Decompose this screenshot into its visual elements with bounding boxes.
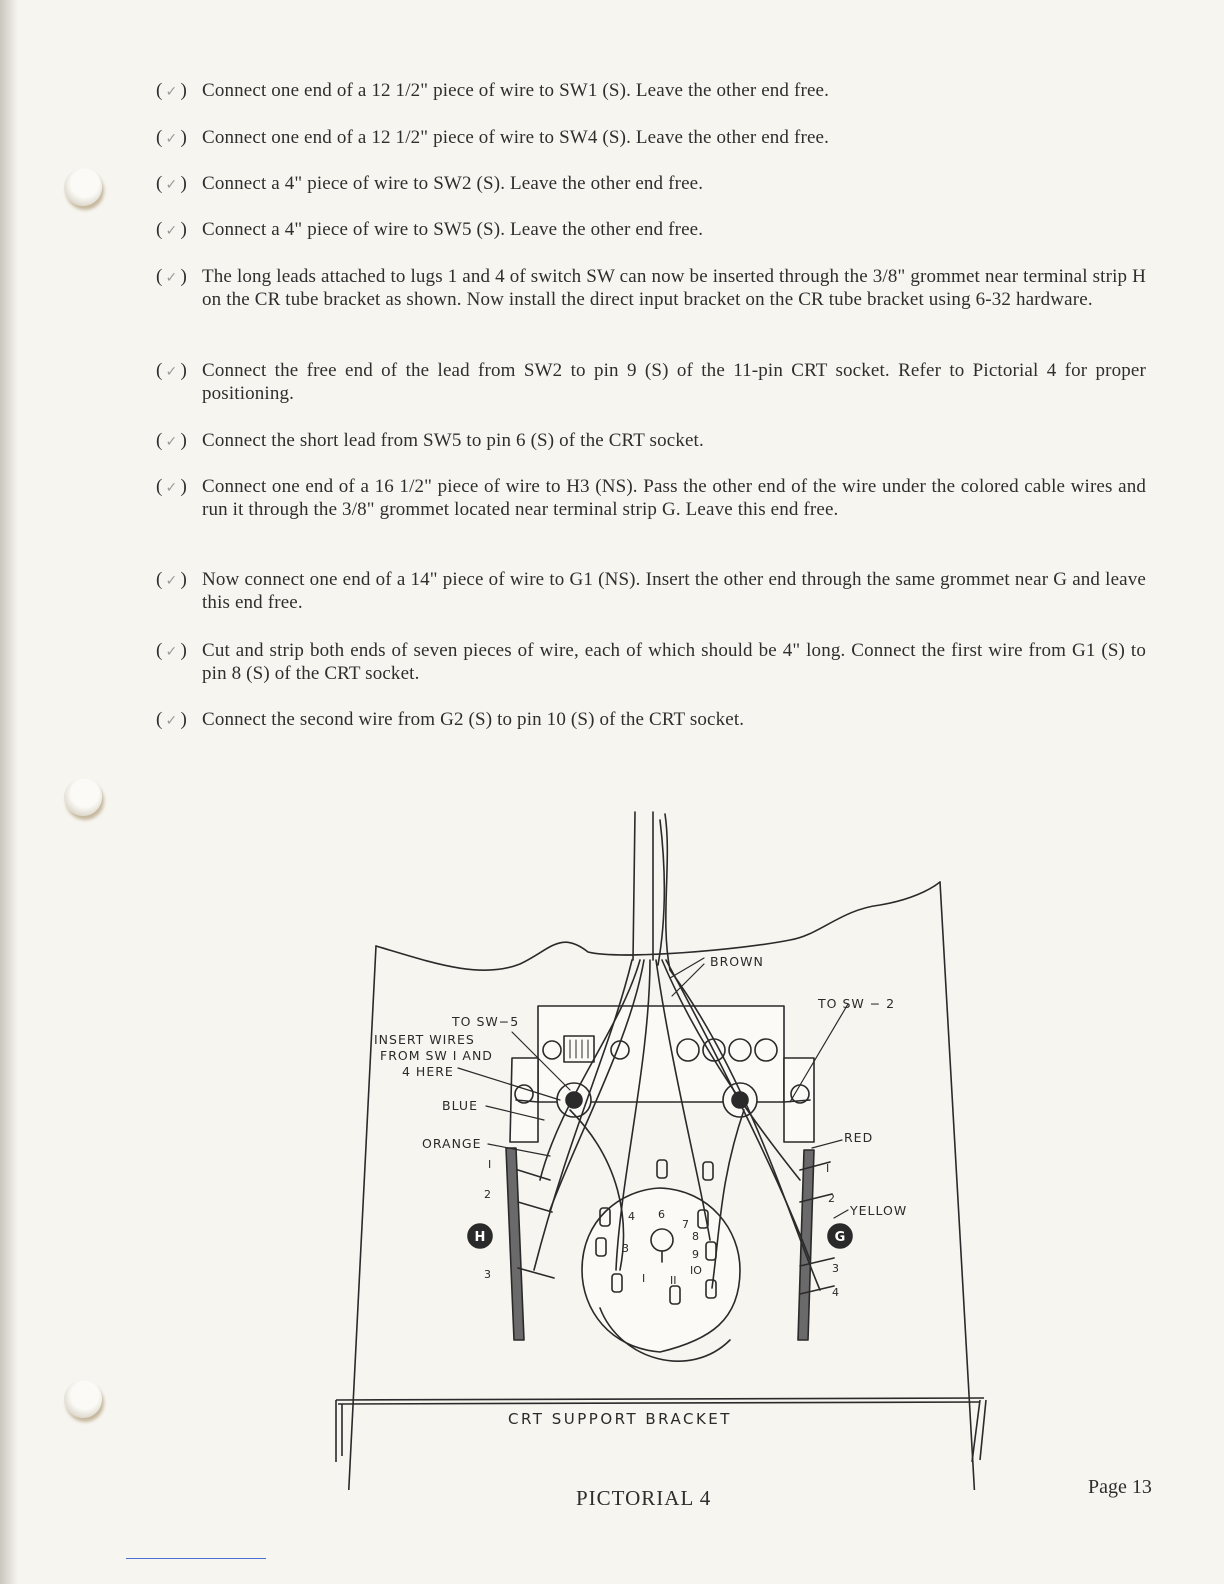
strip-g-lug-4: 4 <box>832 1286 839 1299</box>
strip-h-lug-3: 3 <box>484 1268 491 1281</box>
socket-pin-10: IO <box>690 1264 702 1277</box>
step-text: The long leads attached to lugs 1 and 4 of switch SW can now be inserted through the 3/8" grommet near terminal strip H on the CR tube bracket as shown. Now install the direct input bracket on the CR tube bracket using 6-32 hardware. <box>202 266 1146 310</box>
strip-h-lug-1: I <box>488 1158 492 1171</box>
step-3 <box>156 173 1146 196</box>
checkbox: ( ✓ ) <box>156 709 202 733</box>
label-strip-h: H <box>474 1230 486 1245</box>
check-mark-icon: ✓ <box>165 131 178 147</box>
label-blue: BLUE <box>442 1098 478 1113</box>
to-sw2-leader <box>790 1004 848 1102</box>
cutaway-edge <box>376 882 940 970</box>
label-crt-support-bracket: CRT SUPPORT BRACKET <box>508 1410 732 1428</box>
checkbox: ( ✓ ) <box>156 173 202 197</box>
step-5 <box>156 266 1146 311</box>
page-number: Page 13 <box>1088 1476 1152 1498</box>
step-4 <box>156 219 1146 242</box>
socket-pin-9: 9 <box>692 1248 699 1261</box>
socket-pin-11: II <box>670 1274 677 1287</box>
socket-pin-7: 7 <box>682 1218 689 1231</box>
check-mark-icon: ✓ <box>165 480 178 496</box>
step-11 <box>156 709 1146 732</box>
step-text: Now connect one end of a 14" piece of wire to G1 (NS). Insert the other end through the same grommet near G and leave this end free. <box>202 569 1146 613</box>
label-insert-wires-line2: FROM SW I AND <box>380 1048 493 1063</box>
step-text: Connect one end of a 12 1/2" piece of wire to SW1 (S). Leave the other end free. <box>202 80 830 101</box>
label-brown: BROWN <box>710 954 764 969</box>
checkbox: ( ✓ ) <box>156 569 202 593</box>
strip-g-lug-1: I <box>826 1162 830 1175</box>
step-text: Cut and strip both ends of seven pieces of wire, each of which should be 4" long. Connect the first wire from G1 (S) to pin 8 (S) of the CRT socket. <box>202 640 1146 684</box>
red-leader <box>812 1140 842 1148</box>
step-text: Connect a 4" piece of wire to SW5 (S). Leave the other end free. <box>202 219 704 240</box>
label-red: RED <box>844 1130 874 1145</box>
check-mark-icon: ✓ <box>165 573 178 589</box>
check-mark-icon: ✓ <box>165 270 178 286</box>
checkbox: ( ✓ ) <box>156 266 202 290</box>
step-text: Connect the second wire from G2 (S) to pin 10 (S) of the CRT socket. <box>202 709 745 730</box>
step-8 <box>156 476 1146 521</box>
socket-pin-8: 8 <box>692 1230 699 1243</box>
step-10 <box>156 640 1146 685</box>
check-mark-icon: ✓ <box>165 223 178 239</box>
step-text: Connect one end of a 16 1/2" piece of wire to H3 (NS). Pass the other end of the wire under the colored cable wires and run it through the 3/8" grommet located near terminal strip G. Leave this end free. <box>202 476 1146 520</box>
socket-pin-3: 3 <box>622 1242 629 1255</box>
label-strip-g: G <box>834 1230 846 1245</box>
checkbox: ( ✓ ) <box>156 640 202 664</box>
punch-hole-middle <box>64 778 102 816</box>
checkbox: ( ✓ ) <box>156 219 202 243</box>
label-yellow: YELLOW <box>850 1203 908 1218</box>
step-text: Connect the free end of the lead from SW2 to pin 9 (S) of the 11-pin CRT socket. Refer to Pictorial 4 for proper positioning. <box>202 360 1146 404</box>
figure-caption: PICTORIAL 4 <box>576 1486 712 1510</box>
strip-h-lug-2: 2 <box>484 1188 491 1201</box>
strip-g-lug-2: 2 <box>828 1192 835 1205</box>
page-edge-shadow <box>0 0 18 1584</box>
strip-g-lug-3: 3 <box>832 1262 839 1275</box>
check-mark-icon: ✓ <box>165 713 178 729</box>
step-6 <box>156 360 1146 405</box>
checkbox: ( ✓ ) <box>156 430 202 454</box>
check-mark-icon: ✓ <box>165 644 178 660</box>
pictorial-4-diagram <box>320 800 1000 1490</box>
check-mark-icon: ✓ <box>165 84 178 100</box>
label-orange: ORANGE <box>422 1136 482 1151</box>
checkbox: ( ✓ ) <box>156 360 202 384</box>
step-text: Connect the short lead from SW5 to pin 6 (S) of the CRT socket. <box>202 430 704 451</box>
punch-hole-bottom <box>64 1380 102 1418</box>
checkbox: ( ✓ ) <box>156 80 202 104</box>
label-to-sw5: TO SW−5 <box>452 1014 520 1029</box>
wiring-drawing <box>320 800 1000 1490</box>
step-1 <box>156 80 1146 103</box>
socket-pin-1: I <box>642 1272 646 1285</box>
label-insert-wires-line1: INSERT WIRES <box>374 1032 475 1047</box>
step-text: Connect a 4" piece of wire to SW2 (S). Leave the other end free. <box>202 173 704 194</box>
punch-hole-top <box>64 168 102 206</box>
label-to-sw2: TO SW − 2 <box>818 996 896 1011</box>
check-mark-icon: ✓ <box>165 434 178 450</box>
step-text: Connect one end of a 12 1/2" piece of wire to SW4 (S). Leave the other end free. <box>202 127 830 148</box>
check-mark-icon: ✓ <box>165 177 178 193</box>
check-mark-icon: ✓ <box>165 364 178 380</box>
checkbox: ( ✓ ) <box>156 127 202 151</box>
step-9 <box>156 569 1146 614</box>
orange-leader <box>488 1144 550 1156</box>
checkbox: ( ✓ ) <box>156 476 202 500</box>
socket-pin-6: 6 <box>658 1208 665 1221</box>
label-insert-wires-line3: 4 HERE <box>402 1064 454 1079</box>
footer-underline <box>126 1558 266 1559</box>
step-2 <box>156 127 1146 150</box>
socket-pin-4: 4 <box>628 1210 635 1223</box>
step-7 <box>156 430 1146 453</box>
yellow-leader <box>834 1210 848 1218</box>
